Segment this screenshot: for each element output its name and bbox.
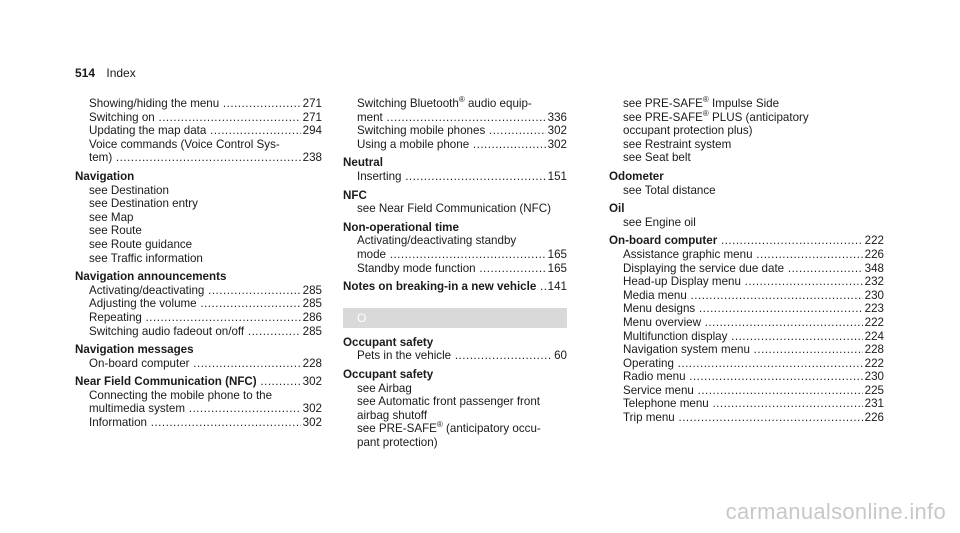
entry-text: Media menu ..... (623, 289, 884, 302)
index-subentry (75, 297, 322, 311)
entry-text: Multifunction display ..... (623, 330, 884, 343)
page-reference: 226 (864, 411, 884, 425)
index-subentry (75, 224, 322, 238)
registered-mark: ® (436, 420, 443, 430)
page-reference: 286 (302, 310, 322, 324)
entry-text: Information ..... (89, 416, 322, 429)
entry-text: Head-up Display menu ..... (623, 275, 884, 288)
entry-text: ment ..... (357, 111, 567, 124)
entry-text: Service menu ..... (623, 384, 884, 397)
index-subentry (343, 111, 567, 125)
page-reference: 230 (864, 370, 884, 384)
entry-text: Updating the map data ..... (89, 124, 322, 137)
index-subentry (75, 416, 322, 430)
entry-text: airbag shutoff (357, 408, 428, 422)
index-column-1 (75, 97, 322, 430)
page-reference: 348 (864, 261, 884, 275)
page-reference: 336 (547, 110, 567, 124)
index-subentry (343, 248, 567, 262)
page-reference: 165 (547, 261, 567, 275)
page-reference: 232 (864, 275, 884, 289)
entry-text: Oil (609, 202, 625, 216)
entry-text: see Seat belt (623, 151, 691, 165)
page-reference: 226 (864, 247, 884, 261)
index-subentry (343, 202, 567, 216)
index-heading (343, 156, 567, 170)
entry-text: Odometer (609, 169, 664, 183)
index-subentry (75, 325, 322, 339)
page-reference: 222 (864, 315, 884, 329)
entry-text: Navigation system menu ..... (623, 343, 884, 356)
index-heading (75, 270, 322, 284)
entry-text: Radio menu ..... (623, 370, 884, 383)
entry-text: Switching mobile phones ..... (357, 124, 567, 137)
entry-text: Operating ..... (623, 357, 884, 370)
entry-text: see PRE-SAFE® Impulse Side (623, 95, 780, 110)
page-reference: 60 (554, 349, 567, 363)
index-subentry (75, 111, 322, 125)
entry-text: Using a mobile phone ..... (357, 138, 567, 151)
index-subentry (609, 138, 884, 152)
index-subentry (75, 97, 322, 111)
index-subentry (609, 330, 884, 344)
index-heading (609, 202, 884, 216)
entry-text: see PRE-SAFE® (anticipatory occu- (357, 420, 541, 436)
page-reference: 285 (302, 297, 322, 311)
entry-text: see Route guidance (89, 237, 193, 251)
entry-text: Connecting the mobile phone to the (89, 388, 273, 402)
entry-text: Voice commands (Voice Control Sys- (89, 137, 280, 151)
index-subentry (343, 97, 567, 111)
page-reference: 271 (302, 110, 322, 124)
entry-text: Navigation (75, 169, 135, 183)
index-heading (343, 368, 567, 382)
index-heading (343, 280, 567, 294)
watermark: carmanualsonline.info (725, 499, 946, 524)
entry-text: see Engine oil (623, 215, 696, 229)
index-subentry (609, 248, 884, 262)
index-subentry (609, 343, 884, 357)
index-subentry (343, 395, 567, 409)
index-column-3 (609, 97, 884, 425)
index-subentry (609, 357, 884, 371)
index-heading (75, 170, 322, 184)
entry-text: Telephone menu ..... (623, 397, 884, 410)
index-heading (75, 343, 322, 357)
page-reference: 225 (864, 383, 884, 397)
index-subentry (609, 216, 884, 230)
entry-text: Neutral (343, 156, 383, 170)
entry-text: Occupant safety (343, 335, 434, 349)
entry-text: tem) ..... (89, 151, 322, 164)
page-reference: 231 (864, 397, 884, 411)
page-reference: 141 (547, 280, 567, 294)
index-subentry (343, 138, 567, 152)
entry-text: Menu overview ..... (623, 316, 884, 329)
entry-text: On-board computer ..... (609, 234, 884, 247)
page-reference: 228 (302, 356, 322, 370)
entry-text: multimedia system ..... (89, 402, 322, 415)
entry-text: Assistance graphic menu ..... (623, 248, 884, 261)
entry-text: Near Field Communication (NFC) ..... (75, 375, 322, 388)
registered-mark: ® (702, 95, 709, 104)
index-subentry (609, 302, 884, 316)
entry-text: see Automatic front passenger front (357, 395, 541, 409)
page-reference: 222 (864, 234, 884, 248)
entry-text: Standby mode function ..... (357, 262, 567, 275)
index-heading (609, 170, 884, 184)
page-reference: 222 (864, 356, 884, 370)
index-subentry (343, 262, 567, 276)
entry-text: NFC (343, 188, 367, 202)
index-subentry (75, 197, 322, 211)
page-reference: 165 (547, 247, 567, 261)
entry-text: Switching Bluetooth® audio equip- (357, 95, 532, 110)
entry-text: Menu designs ..... (623, 302, 884, 315)
entry-text: Showing/hiding the menu ..... (89, 97, 322, 110)
index-subentry (609, 124, 884, 138)
page-reference: 302 (547, 124, 567, 138)
index-subentry (609, 275, 884, 289)
index-subentry (75, 252, 322, 266)
index-subentry (343, 422, 567, 436)
entry-text: Activating/deactivating standby (357, 234, 517, 248)
entry-text: Navigation messages (75, 343, 194, 357)
entry-text: Occupant safety (343, 367, 434, 381)
index-subentry (609, 289, 884, 303)
index-subentry (609, 151, 884, 165)
index-subentry (343, 382, 567, 396)
index-subentry (609, 108, 884, 125)
index-subentry (75, 402, 322, 416)
index-heading (343, 221, 567, 235)
page-reference: 302 (302, 375, 322, 389)
entry-text: see PRE-SAFE® PLUS (anticipatory (623, 108, 809, 124)
entry-text: see Restraint system (623, 137, 732, 151)
page-reference: 228 (864, 343, 884, 357)
page-reference: 294 (302, 124, 322, 138)
entry-text: Activating/deactivating ..... (89, 284, 322, 297)
entry-text: see Route (89, 224, 142, 238)
entry-text: Trip menu ..... (623, 411, 884, 424)
index-subentry (75, 124, 322, 138)
page-reference: 224 (864, 329, 884, 343)
index-subentry (343, 234, 567, 248)
page-reference: 223 (864, 302, 884, 316)
index-subentry (75, 184, 322, 198)
index-heading (343, 189, 567, 203)
index-subentry (609, 262, 884, 276)
index-heading (343, 336, 567, 350)
entry-text: On-board computer ..... (89, 357, 322, 370)
index-subentry (609, 316, 884, 330)
page-header (75, 66, 136, 80)
index-subentry (343, 124, 567, 138)
index-subentry (609, 370, 884, 384)
entry-text: Pets in the vehicle ..... (357, 349, 567, 362)
index-subentry (609, 411, 884, 425)
index-subentry (75, 151, 322, 165)
page-reference: 285 (302, 324, 322, 338)
page-reference: 238 (302, 151, 322, 165)
entry-text: Non-operational time (343, 220, 459, 234)
entry-text: Switching audio fadeout on/off ..... (89, 325, 322, 338)
entry-text: Displaying the service due date ..... (623, 262, 884, 275)
index-heading (75, 375, 322, 389)
entry-text: see Airbag (357, 381, 412, 395)
entry-text: see Destination entry (89, 197, 198, 211)
index-column-2 (343, 97, 567, 449)
page-title: Index (106, 66, 136, 80)
index-subentry (75, 357, 322, 371)
index-subentry (343, 409, 567, 423)
page-number: 514 (75, 66, 96, 80)
entry-text: pant protection) (357, 435, 438, 449)
page-reference: 302 (547, 137, 567, 151)
index-subentry (343, 170, 567, 184)
entry-text: see Traffic information (89, 251, 203, 265)
index-subentry (75, 238, 322, 252)
page-reference: 302 (302, 402, 322, 416)
index-subentry (609, 97, 884, 111)
registered-mark: ® (702, 108, 709, 118)
index-heading (609, 234, 884, 248)
section-heading: O (343, 308, 567, 328)
index-subentry (343, 349, 567, 363)
index-subentry (609, 184, 884, 198)
entry-text: see Total distance (623, 183, 716, 197)
entry-text: see Destination (89, 183, 169, 197)
index-subentry (609, 397, 884, 411)
index-subentry (609, 384, 884, 398)
page-reference: 151 (547, 169, 567, 183)
index-subentry (75, 211, 322, 225)
entry-text: mode ..... (357, 248, 567, 261)
entry-text: Inserting ..... (357, 170, 567, 183)
registered-mark: ® (458, 95, 465, 104)
index-subentry (75, 389, 322, 403)
index-subentry (75, 284, 322, 298)
entry-text: occupant protection plus) (623, 124, 753, 138)
entry-text: Notes on breaking-in a new vehicle ..... (343, 280, 567, 293)
entry-text: Adjusting the volume ..... (89, 297, 322, 310)
page-reference: 285 (302, 283, 322, 297)
entry-text: Navigation announcements (75, 270, 227, 284)
page-reference: 271 (302, 97, 322, 110)
entry-text: see Near Field Communication (NFC) (357, 202, 551, 216)
index-subentry (75, 311, 322, 325)
index-subentry (343, 436, 567, 450)
index-subentry (75, 138, 322, 152)
entry-text: Switching on ..... (89, 111, 322, 124)
entry-text: see Map (89, 210, 134, 224)
page-reference: 230 (864, 288, 884, 302)
entry-text: Repeating ..... (89, 311, 322, 324)
page-reference: 302 (302, 416, 322, 430)
